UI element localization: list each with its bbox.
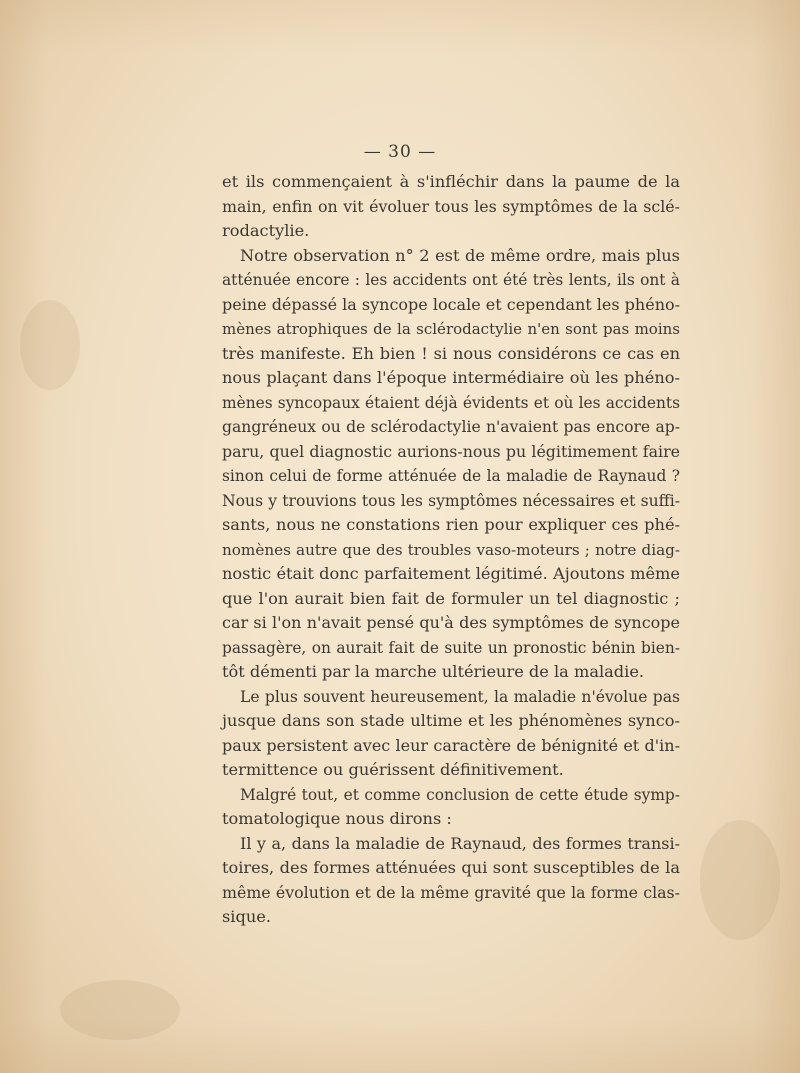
text-line: paux persistent avec leur caractère de bénignité et d'in-	[222, 735, 680, 755]
text-line: Notre observation n° 2 est de même ordre, mais plus	[240, 245, 680, 265]
body-text	[222, 170, 680, 930]
text-line: Il y a, dans la maladie de Raynaud, des formes transi-	[240, 833, 680, 853]
text-line: Le plus souvent heureusement, la maladie n'évolue pas	[240, 687, 680, 706]
text-line: que l'on aurait bien fait de formuler un tel diagnostic ;	[222, 588, 680, 608]
text-line: toires, des formes atténuées qui sont susceptibles de la	[222, 858, 680, 877]
text-line: termittence ou guérissent définitivement.	[222, 760, 564, 779]
text-line: Nous y trouvions tous les symptômes nécessaires et suffi-	[222, 491, 680, 510]
text-line: paru, quel diagnostic aurions-nous pu légitimement faire	[222, 441, 680, 461]
text-line: mènes atrophiques de la sclérodactylie n'en sont pas moins	[222, 320, 680, 338]
text-line: mènes syncopaux étaient déjà évidents et où les accidents	[222, 393, 680, 412]
text-line: passagère, on aurait fait de suite un pronostic bénin bien-	[222, 638, 680, 657]
page-number: — 30 —	[363, 142, 437, 162]
text-line: peine dépassé la syncope locale et cependant les phéno-	[222, 294, 681, 314]
text-line: sinon celui de forme atténuée de la maladie de Raynaud ?	[222, 467, 680, 485]
text-line: main, enfin on vit évoluer tous les symptômes de la sclé-	[222, 196, 680, 216]
text-line: et ils commençaient à s'infléchir dans la paume de la	[222, 172, 680, 191]
text-line: nostic était donc parfaitement légitimé. Ajoutons même	[222, 564, 680, 583]
text-line: atténuée encore : les accidents ont été très lents, ils ont à	[222, 271, 680, 289]
text-line: tomatologique nous dirons :	[222, 809, 452, 828]
text-line: Malgré tout, et comme conclusion de cette étude symp-	[240, 785, 680, 804]
paper-stain	[700, 820, 780, 940]
text-line: nomènes autre que des troubles vaso-moteurs ; notre diag-	[222, 540, 680, 559]
text-line: sique.	[222, 907, 271, 926]
paper-stain	[20, 300, 80, 390]
text-line: gangréneux ou de sclérodactylie n'avaient pas encore ap-	[222, 418, 680, 436]
text-line: tôt démenti par la marche ultérieure de la maladie.	[222, 662, 645, 681]
paper-stain	[60, 980, 180, 1040]
text-line: sants, nous ne constations rien pour expliquer ces phé-	[222, 515, 680, 534]
text-line: nous plaçant dans l'époque intermédiaire où les phéno-	[222, 368, 680, 387]
text-line: même évolution et de la même gravité que la forme clas-	[222, 882, 680, 902]
text-line: jusque dans son stade ultime et les phénomènes synco-	[222, 711, 680, 730]
text-line: rodactylie.	[222, 221, 310, 240]
text-line: car si l'on n'avait pensé qu'à des symptômes de syncope	[222, 613, 680, 632]
text-line: très manifeste. Eh bien ! si nous considérons ce cas en	[222, 343, 680, 363]
